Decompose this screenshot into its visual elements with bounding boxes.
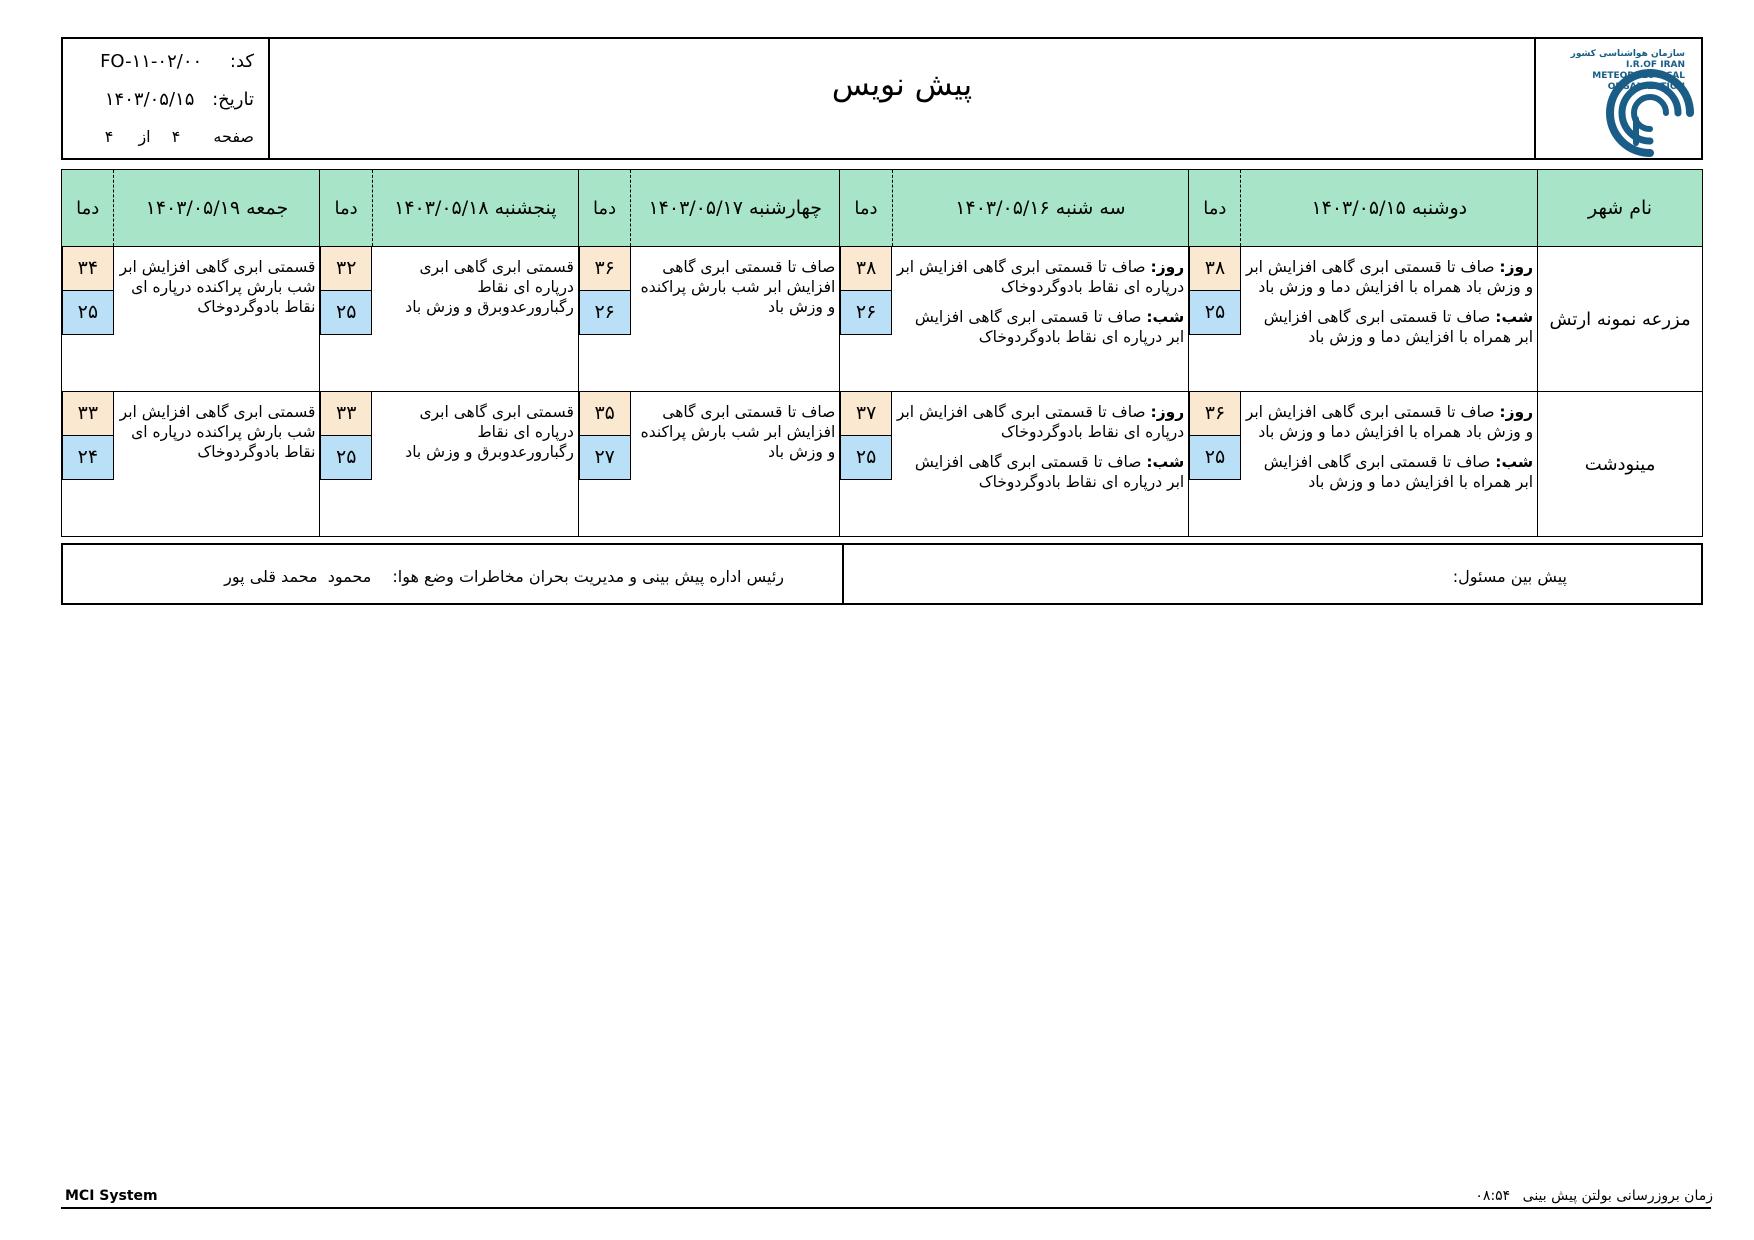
meteorological-organization-logo — [1534, 39, 1701, 158]
day-column-header: جمعه ۱۴۰۳/۰۵/۱۹ — [114, 170, 320, 247]
bulletin-header — [61, 37, 1703, 160]
temperature-cell — [320, 392, 372, 537]
forecast-text: صاف تا قسمتی ابری گاهی افزایش ابر شب بارش پراکنده و وزش باد — [640, 258, 836, 316]
forecast-description — [114, 392, 320, 537]
page-current: ۴ — [171, 127, 181, 146]
update-time-info — [1475, 1188, 1713, 1204]
max-temp: ۳۸ — [1189, 247, 1241, 291]
day-forecast — [1245, 257, 1533, 297]
date-label: تاریخ: — [212, 89, 254, 110]
temp-column-header: دما — [578, 170, 630, 247]
min-temp: ۲۵ — [840, 436, 892, 480]
max-temp: ۳۶ — [1189, 392, 1241, 436]
date-row — [105, 89, 254, 110]
temp-column-header: دما — [1189, 170, 1241, 247]
day-column-header: چهارشنبه ۱۴۰۳/۰۵/۱۷ — [631, 170, 840, 247]
day-label: روز: — [1499, 258, 1534, 276]
temperature-cell — [62, 247, 114, 392]
temp-column-header: دما — [62, 170, 114, 247]
night-label: شب: — [1495, 453, 1534, 471]
min-temp: ۲۵ — [320, 436, 372, 480]
night-forecast — [1245, 307, 1533, 347]
day-forecast-text: صاف تا قسمتی ابری گاهی افزایش ابر و وزش باد همراه با افزایش دما و وزش باد — [1245, 258, 1534, 296]
forecaster-signature — [844, 545, 1701, 603]
logo-line-fa: سازمان هواشناسی کشور — [1570, 49, 1685, 59]
min-temp: ۲۴ — [62, 436, 114, 480]
forecast-description — [1241, 392, 1538, 537]
day-forecast-text: صاف تا قسمتی ابری گاهی افزایش ابر درپاره ای نقاط بادوگردوخاک — [896, 403, 1185, 441]
forecast-table — [61, 169, 1703, 537]
temp-column-header: دما — [840, 170, 892, 247]
code-row — [100, 51, 254, 72]
min-temp: ۲۵ — [62, 291, 114, 335]
footer-divider — [61, 1207, 1711, 1209]
forecast-description — [372, 392, 578, 537]
city-name: مزرعه نمونه ارتش — [1538, 247, 1703, 392]
page-title: پیش نویس — [831, 67, 973, 103]
day-forecast-text: صاف تا قسمتی ابری گاهی افزایش ابر درپاره ای نقاط بادوگردوخاک — [896, 258, 1185, 296]
head-name: محمود محمد قلی پور — [224, 567, 372, 586]
page-total: ۴ — [104, 127, 114, 146]
forecast-text: صاف تا قسمتی ابری گاهی افزایش ابر شب بارش پراکنده و وزش باد — [640, 403, 836, 461]
min-temp: ۲۵ — [1189, 436, 1241, 480]
day-forecast-text: صاف تا قسمتی ابری گاهی افزایش ابر و وزش باد همراه با افزایش دما و وزش باد — [1245, 403, 1534, 441]
head-signature — [63, 545, 844, 603]
temperature-cell — [1189, 392, 1241, 537]
signature-box — [61, 543, 1703, 605]
code-label: کد: — [229, 51, 254, 72]
night-label: شب: — [1495, 308, 1534, 326]
code-value: FO-۱۱-۰۲/۰۰ — [100, 51, 203, 72]
city-column-header: نام شهر — [1538, 170, 1703, 247]
forecast-text: قسمتی ابری گاهی افزایش ابر شب بارش پراکنده درپاره ای نقاط بادوگردوخاک — [119, 258, 316, 316]
forecast-description — [1241, 247, 1538, 392]
max-temp: ۳۷ — [840, 392, 892, 436]
max-temp: ۳۸ — [840, 247, 892, 291]
max-temp: ۳۴ — [62, 247, 114, 291]
day-label: روز: — [1499, 403, 1534, 421]
night-forecast-text: صاف تا قسمتی ابری گاهی افزایش ابر درپاره ای نقاط بادوگردوخاک — [914, 308, 1185, 346]
temperature-cell — [578, 392, 630, 537]
logo-line-2: METEOROLOGICAL — [1592, 71, 1685, 81]
forecast-description — [372, 247, 578, 392]
update-time: ۰۸:۵۴ — [1475, 1188, 1511, 1204]
page-of: از — [138, 127, 151, 146]
logo-line-3: ORGANIZATION — [1607, 82, 1685, 92]
night-forecast-text: صاف تا قسمتی ابری گاهی افزایش ابر درپاره ای نقاط بادوگردوخاک — [914, 453, 1185, 491]
city-name: مینودشت — [1538, 392, 1703, 537]
forecast-description — [631, 247, 840, 392]
temperature-cell — [578, 247, 630, 392]
min-temp: ۲۶ — [579, 291, 631, 335]
logo-line-1: I.R.OF IRAN — [1626, 60, 1685, 70]
forecast-description — [114, 247, 320, 392]
temperature-cell — [840, 392, 892, 537]
day-forecast — [896, 257, 1184, 297]
table-row — [62, 247, 1703, 392]
night-forecast — [896, 452, 1184, 492]
temperature-cell — [840, 247, 892, 392]
min-temp: ۲۵ — [320, 291, 372, 335]
max-temp: ۳۳ — [320, 392, 372, 436]
system-name: MCI System — [65, 1188, 158, 1204]
day-label: روز: — [1150, 258, 1185, 276]
max-temp: ۳۳ — [62, 392, 114, 436]
page-row — [105, 127, 254, 146]
min-temp: ۲۵ — [1189, 291, 1241, 335]
forecast-text: قسمتی ابری گاهی افزایش ابر شب بارش پراکنده درپاره ای نقاط بادوگردوخاک — [119, 403, 316, 461]
forecast-text: قسمتی ابری گاهی ابری درپاره ای نقاط رگبارورعدوبرق و وزش باد — [405, 403, 574, 461]
max-temp: ۳۵ — [579, 392, 631, 436]
table-header-row — [62, 170, 1703, 247]
update-label: زمان بروزرسانی بولتن پیش بینی — [1522, 1188, 1713, 1204]
spiral-logo-icon — [1606, 69, 1694, 157]
temperature-cell — [1189, 247, 1241, 392]
forecast-description — [892, 392, 1189, 537]
day-forecast — [1245, 402, 1533, 442]
day-column-header: سه شنبه ۱۴۰۳/۰۵/۱۶ — [892, 170, 1189, 247]
document-meta — [63, 39, 270, 158]
page-label: صفحه — [213, 127, 254, 146]
head-label: رئیس اداره پیش بینی و مدیریت بحران مخاطرات وضع هوا: — [392, 567, 784, 586]
forecaster-label: پیش بین مسئول: — [1452, 567, 1567, 586]
day-column-header: پنجشنبه ۱۴۰۳/۰۵/۱۸ — [372, 170, 578, 247]
temp-column-header: دما — [320, 170, 372, 247]
min-temp: ۲۶ — [840, 291, 892, 335]
date-value: ۱۴۰۳/۰۵/۱۵ — [104, 89, 195, 110]
night-forecast-text: صاف تا قسمتی ابری گاهی افزایش ابر همراه با افزایش دما و وزش باد — [1263, 453, 1534, 491]
day-label: روز: — [1150, 403, 1185, 421]
forecast-description — [892, 247, 1189, 392]
night-forecast — [896, 307, 1184, 347]
table-row — [62, 392, 1703, 537]
day-column-header: دوشنبه ۱۴۰۳/۰۵/۱۵ — [1241, 170, 1538, 247]
night-forecast — [1245, 452, 1533, 492]
night-label: شب: — [1146, 308, 1185, 326]
max-temp: ۳۲ — [320, 247, 372, 291]
max-temp: ۳۶ — [579, 247, 631, 291]
night-label: شب: — [1146, 453, 1185, 471]
temperature-cell — [62, 392, 114, 537]
forecast-text: قسمتی ابری گاهی ابری درپاره ای نقاط رگبارورعدوبرق و وزش باد — [405, 258, 574, 316]
head-signature-text — [224, 567, 784, 586]
day-forecast — [896, 402, 1184, 442]
night-forecast-text: صاف تا قسمتی ابری گاهی افزایش ابر همراه با افزایش دما و وزش باد — [1263, 308, 1534, 346]
temperature-cell — [320, 247, 372, 392]
min-temp: ۲۷ — [579, 436, 631, 480]
forecast-description — [631, 392, 840, 537]
